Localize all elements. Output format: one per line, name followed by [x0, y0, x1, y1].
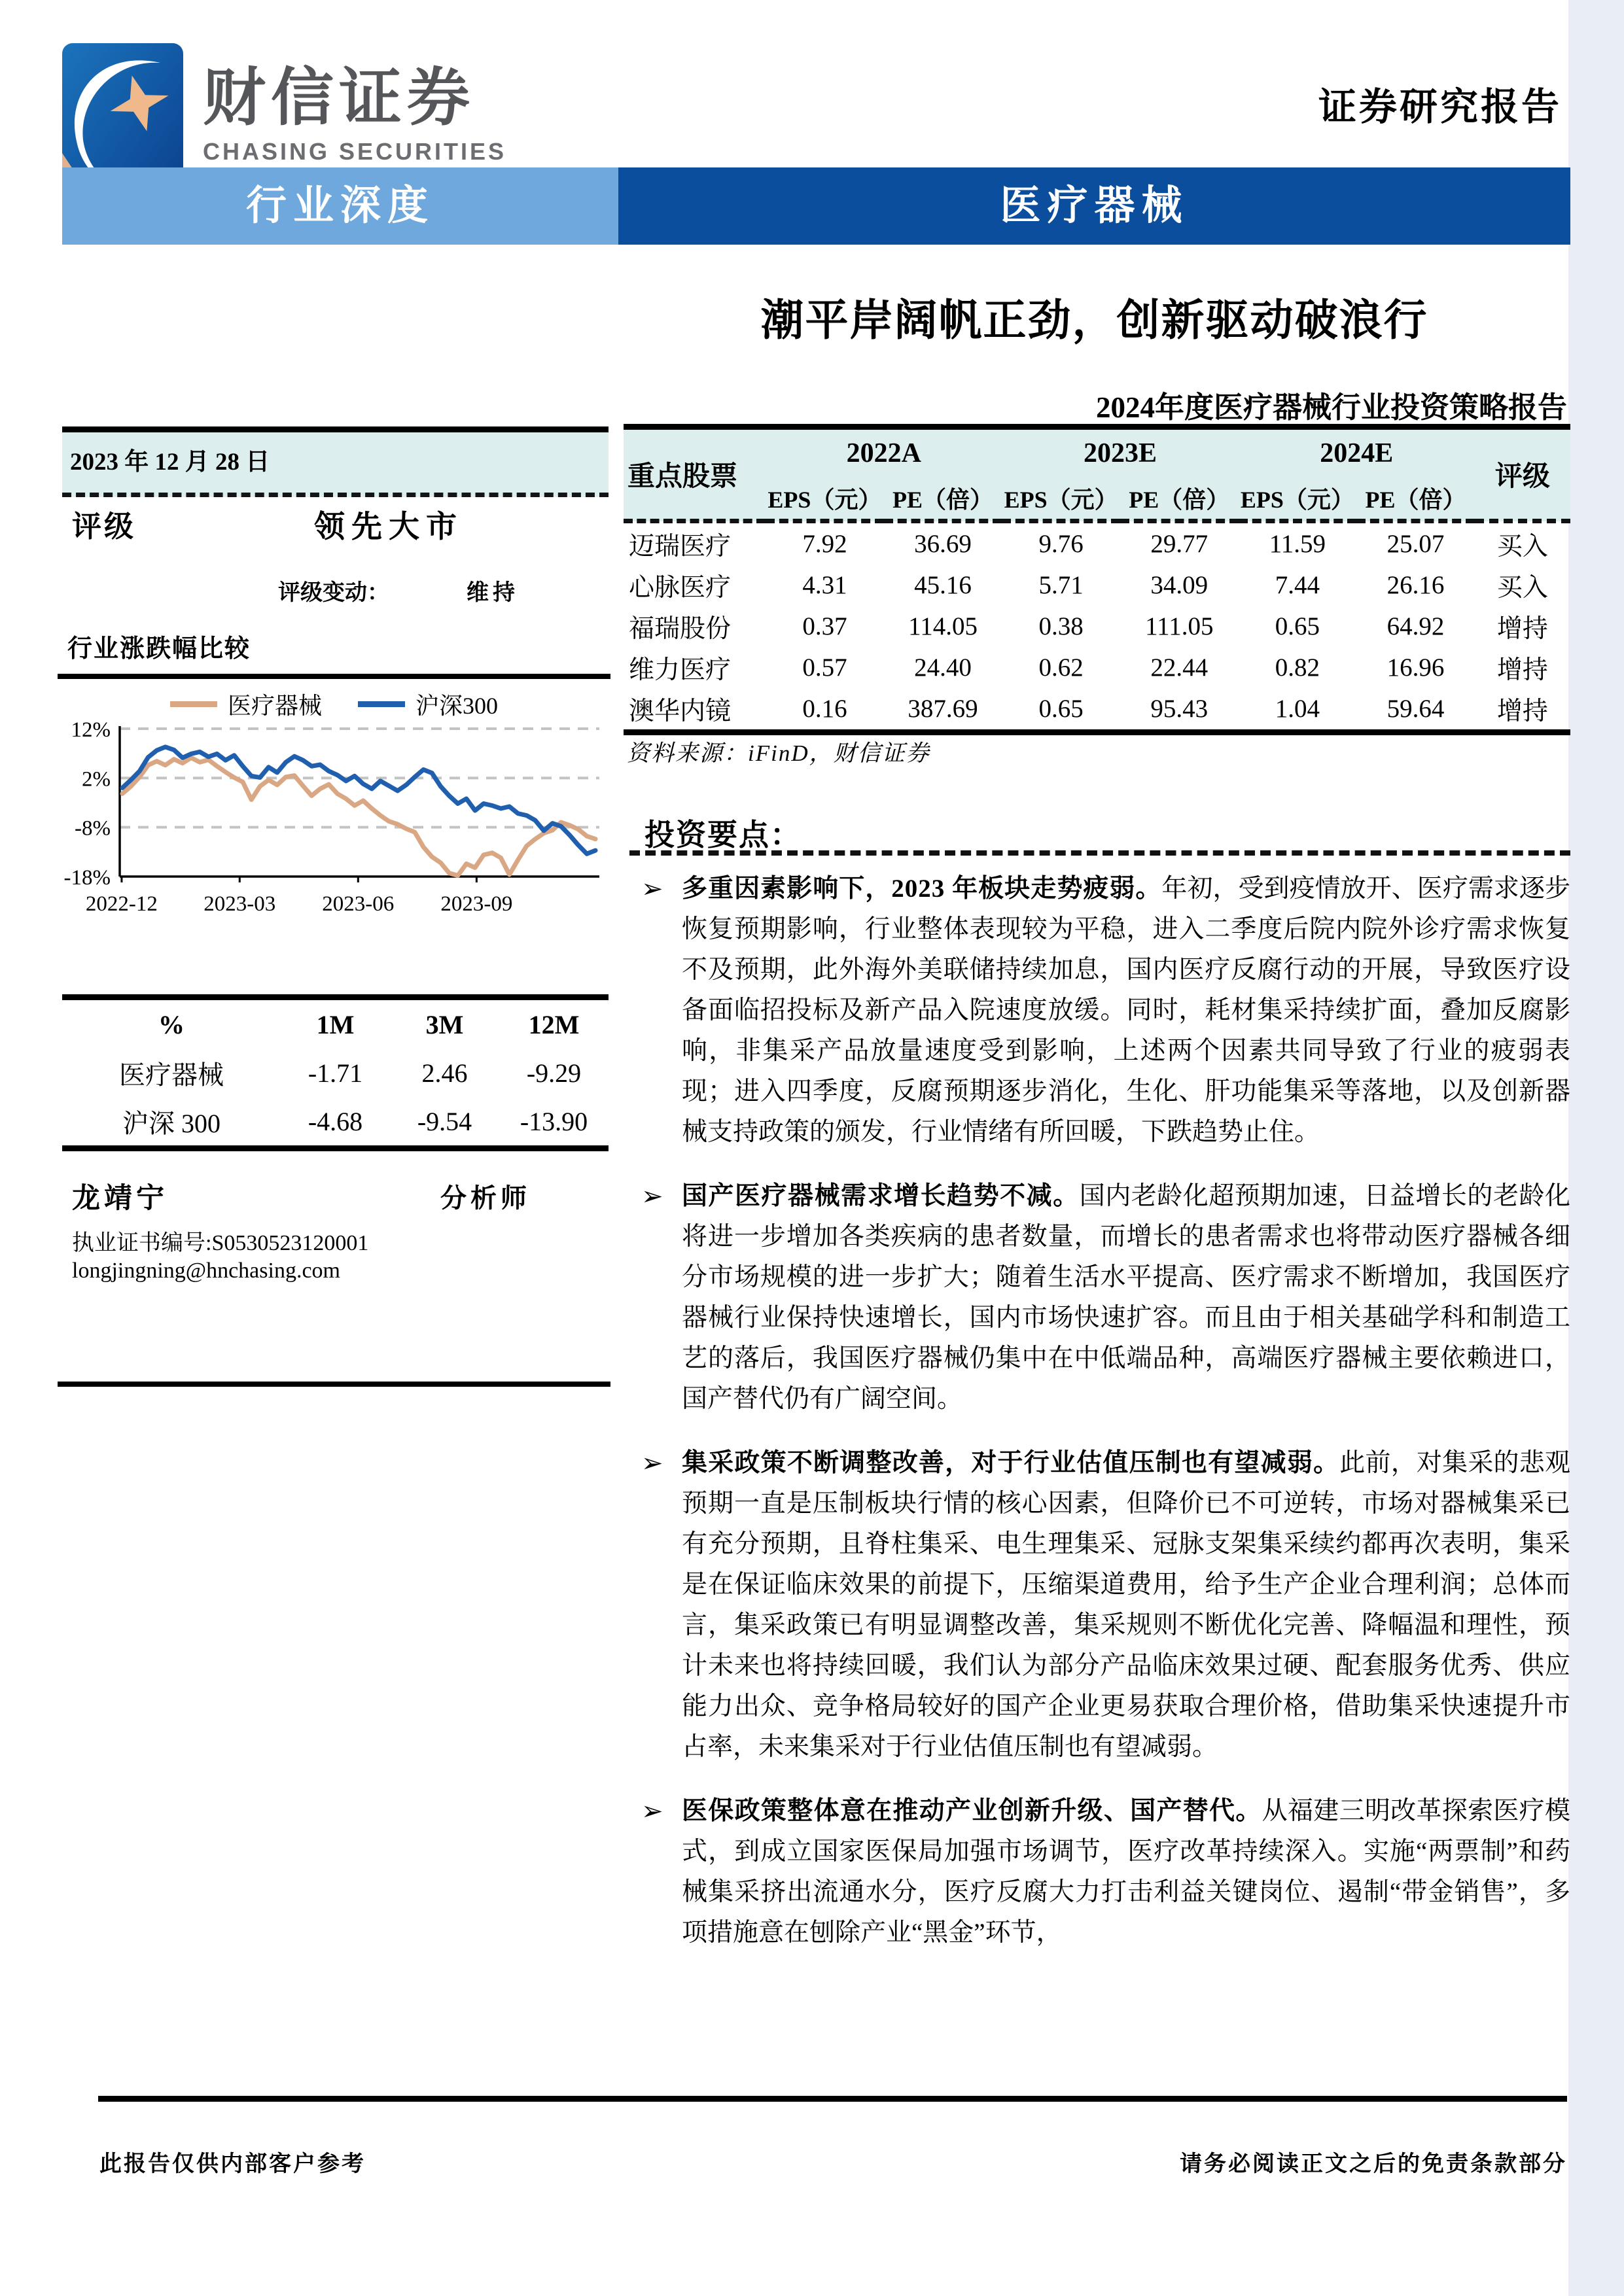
stock-value: 5.71: [1038, 571, 1084, 599]
legend-item: [358, 687, 498, 721]
svg-text:2023-06: 2023-06: [322, 892, 395, 916]
perf-header-cell: 1M: [316, 1009, 355, 1039]
stock-value: 0.37: [802, 612, 847, 640]
stock-value: 7.44: [1275, 571, 1320, 599]
svg-text:2023-03: 2023-03: [203, 892, 276, 916]
report-date: 2023 年 12 月 28 日: [62, 426, 609, 497]
perf-header-cell: %: [158, 1009, 185, 1039]
divider-line: [58, 674, 610, 679]
perf-value: -9.54: [417, 1106, 472, 1136]
dashed-divider: [629, 850, 1570, 856]
perf-value: -1.71: [308, 1058, 363, 1088]
stock-value: 7.92: [802, 530, 847, 558]
stock-row: [624, 688, 1570, 733]
highlight-bullet: [641, 869, 1570, 1153]
footer-internal-note: 此报告仅供内部客户参考: [99, 2152, 366, 2176]
stock-value: 0.65: [1275, 612, 1320, 640]
stock-value: 114.05: [908, 612, 978, 640]
stock-value: 0.57: [802, 653, 847, 682]
year-2024e: 2024E: [1239, 427, 1475, 478]
analyst-block: [62, 1176, 609, 1346]
chart-legend: [58, 688, 610, 720]
stock-value: 9.76: [1038, 530, 1084, 558]
stock-name: 迈瑞医疗: [629, 532, 732, 561]
highlight-bullet: [641, 1443, 1570, 1767]
rating-column-header: 评级: [1475, 427, 1570, 521]
arrow-bullet-icon: ➢: [641, 1796, 663, 1826]
analyst-email: longjingning@hnchasing.com: [72, 1259, 340, 1283]
perf-row: [62, 1097, 609, 1149]
svg-text:-8%: -8%: [75, 816, 111, 841]
stock-value: 16.96: [1386, 653, 1445, 682]
bullet-lead: 医保政策整体意在推动产业创新升级、国产替代。: [682, 1797, 1262, 1825]
perf-header-row: [62, 998, 609, 1049]
stock-table-year-row: [624, 427, 1570, 478]
investment-highlights-heading: 投资要点：: [644, 818, 802, 852]
performance-line-chart: [58, 720, 610, 916]
rating-change-row: [62, 574, 609, 603]
perf-value: -9.29: [526, 1058, 582, 1088]
stock-value: 0.38: [1038, 612, 1084, 640]
banner-industry: 医疗器械: [618, 167, 1570, 245]
bullet-text: [682, 1791, 1570, 1953]
arrow-bullet-icon: ➢: [641, 1448, 663, 1478]
perf-header-cell: 12M: [528, 1009, 580, 1039]
logo-text: [203, 65, 506, 165]
analyst-license: 执业证书编号:S0530523120001: [72, 1231, 369, 1255]
stock-row: [624, 606, 1570, 647]
analyst-role: 分析师: [440, 1183, 531, 1213]
svg-text:12%: 12%: [71, 720, 111, 742]
perf-series-name: 医疗器械: [119, 1060, 224, 1090]
stock-table-subheader-row: [624, 477, 1570, 521]
stock-row: [624, 647, 1570, 688]
stock-value: 0.16: [802, 695, 847, 723]
svg-text:2023-09: 2023-09: [440, 892, 513, 916]
stock-value: 24.40: [914, 653, 972, 682]
page-edge-strip: [1568, 0, 1624, 2296]
performance-chart: [58, 688, 610, 916]
footer-divider: [98, 2096, 1567, 2102]
stock-value: 29.77: [1150, 530, 1209, 558]
year-2022a: 2022A: [766, 427, 1002, 478]
key-stocks-table: [624, 424, 1570, 735]
col-eps: EPS（元）: [766, 477, 884, 521]
col-pe: PE（倍）: [1356, 477, 1475, 521]
stock-value: 64.92: [1386, 612, 1445, 640]
bullet-body: 此前，对集采的悲观预期一直是压制板块行情的核心因素，但降价已不可逆转，市场对器械集采已有充分预期，且脊柱集采、电生理集采、冠脉支架集采续约都再次表明，集采是在保证临床效果的前提下，压缩渠道费用，给予生产企业合理利润；总体而言，集采政策已有明显调整改善，集采规则不断优化完善、降幅温和理性，预计未来也将持续回暖，我们认为部分产品临床效果过硬、配套服务优秀、供应能力出众、竞争格局较好的国产企业更易获取合理价格，借助集采快速提升市占率，未来集采对于行业估值压制也有望减弱。: [682, 1449, 1570, 1761]
stock-rating: 买入: [1496, 532, 1548, 561]
perf-value: -13.90: [520, 1106, 588, 1136]
stock-table-corner: 重点股票: [624, 427, 766, 521]
bullet-text: [682, 869, 1570, 1153]
stock-name: 福瑞股份: [629, 614, 732, 643]
stock-name: 维力医疗: [629, 655, 732, 684]
legend-line-swatch: [170, 701, 217, 707]
stock-rating: 增持: [1496, 697, 1548, 725]
bullet-lead: 集采政策不断调整改善，对于行业估值压制也有望减弱。: [682, 1449, 1340, 1477]
legend-line-swatch: [358, 701, 405, 707]
highlight-bullet: [641, 1176, 1570, 1419]
rating-label: 评级: [72, 510, 137, 543]
stock-value: 387.69: [908, 695, 978, 723]
stock-value: 0.82: [1275, 653, 1320, 682]
stock-value: 45.16: [914, 571, 972, 599]
stock-rating: 增持: [1496, 614, 1548, 643]
perf-header-cell: 3M: [425, 1009, 464, 1039]
rating-change-value: 维持: [467, 581, 519, 605]
svg-text:2%: 2%: [82, 767, 111, 791]
highlight-bullet: [641, 1791, 1570, 1953]
bullet-body: 国内老龄化超预期加速，日益增长的老龄化将进一步增加各类疾病的患者数量，而增长的患者需求也将带动医疗器械各细分市场规模的进一步扩大；随着生活水平提高、医疗需求不断增加，我国医疗器械行业保持快速增长，国内市场快速扩容。而且由于相关基础学科和制造工艺的落后，我国医疗器械仍集中在中低端品种，高端医疗器械主要依赖进口，国产替代仍有广阔空间。: [682, 1182, 1570, 1413]
data-source-note: 资料来源：iFinD，财信证券: [627, 740, 930, 766]
stock-row: [624, 521, 1570, 565]
year-2023e: 2023E: [1002, 427, 1238, 478]
stock-value: 1.04: [1275, 695, 1320, 723]
stock-value: 95.43: [1150, 695, 1209, 723]
stock-value: 111.05: [1145, 612, 1214, 640]
stock-value: 25.07: [1386, 530, 1445, 558]
bullet-body: 从福建三明改革探索医疗模式，到成立国家医保局加强市场调节，医疗改革持续深入。实施“两票制”和药械集采挤出流通水分，医疗反腐大力打击利益关键岗位、遏制“带金销售”，多项措施意在刨除产业“黑金”环节，: [682, 1797, 1570, 1947]
stock-rating: 增持: [1496, 655, 1548, 684]
stock-value: 26.16: [1386, 571, 1445, 599]
brand-name-en: CHASING SECURITIES: [203, 137, 507, 165]
stock-value: 0.62: [1038, 653, 1084, 682]
banner-report-category: 行业深度: [62, 167, 618, 245]
stock-value: 34.09: [1150, 571, 1209, 599]
stock-name: 澳华内镜: [629, 697, 732, 725]
legend-item: [170, 687, 322, 721]
stock-value: 59.64: [1386, 695, 1445, 723]
bullet-body: 年初，受到疫情放开、医疗需求逐步恢复预期影响，行业整体表现较为平稳，进入二季度后院内院外诊疗需求恢复不及预期，此外海外美联储持续加息，国内医疗反腐行动的开展，导致医疗设备面临招投标及新产品入院速度放缓。同时，耗材集采持续扩面，叠加反腐影响，非集采产品放量速度受到影响，上述两个因素共同导致了行业的疲弱表现；进入四季度，反腐预期逐步消化，生化、肝功能集采等落地，以及创新器械支持政策的颁发，行业情绪有所回暖，下跌趋势止住。: [682, 875, 1570, 1146]
perf-row: [62, 1049, 609, 1097]
svg-text:-18%: -18%: [63, 866, 111, 890]
stock-name: 心脉医疗: [629, 573, 732, 602]
stock-row: [624, 565, 1570, 606]
bullet-lead: 国产医疗器械需求增长趋势不减。: [682, 1182, 1080, 1210]
stock-value: 0.65: [1038, 695, 1084, 723]
report-title: 潮平岸阔帆正劲，创新驱动破浪行: [760, 297, 1428, 345]
rating-change-label: 评级变动：: [278, 581, 389, 605]
rating-row: [62, 502, 609, 542]
stock-value: 4.31: [802, 571, 847, 599]
arrow-bullet-icon: ➢: [641, 1181, 663, 1211]
highlight-list: [641, 869, 1570, 1977]
perf-series-name: 沪深 300: [122, 1108, 221, 1138]
report-type-label: 证券研究报告: [1318, 86, 1562, 128]
chart-heading: 行业涨跌幅比较: [67, 635, 251, 663]
bullet-text: [682, 1443, 1570, 1767]
stock-value: 36.69: [914, 530, 972, 558]
report-subtitle: 2024年度医疗器械行业投资策略报告: [1095, 391, 1567, 424]
stock-value: 22.44: [1150, 653, 1209, 682]
legend-label: 医疗器械: [227, 692, 322, 719]
col-eps: EPS（元）: [1002, 477, 1120, 521]
rating-value: 领先大市: [314, 510, 463, 544]
col-pe: PE（倍）: [884, 477, 1002, 521]
divider-line: [58, 1382, 610, 1387]
stock-value: 11.59: [1269, 530, 1326, 558]
svg-text:2022-12: 2022-12: [85, 892, 158, 916]
analyst-name: 龙靖宁: [72, 1183, 168, 1214]
footer-disclaimer-note: 请务必阅读正文之后的免责条款部分: [1180, 2152, 1567, 2176]
perf-value: -4.68: [308, 1106, 363, 1136]
performance-table: [62, 994, 609, 1151]
col-eps: EPS（元）: [1239, 477, 1357, 521]
bullet-lead: 多重因素影响下，2023 年板块走势疲弱。: [682, 875, 1162, 903]
arrow-bullet-icon: ➢: [641, 874, 663, 903]
col-pe: PE（倍）: [1120, 477, 1239, 521]
bullet-text: [682, 1176, 1570, 1419]
brand-name-cn: 财信证券: [203, 63, 475, 133]
stock-rating: 买入: [1496, 573, 1548, 602]
legend-label: 沪深300: [415, 692, 499, 719]
perf-value: 2.46: [421, 1058, 468, 1088]
